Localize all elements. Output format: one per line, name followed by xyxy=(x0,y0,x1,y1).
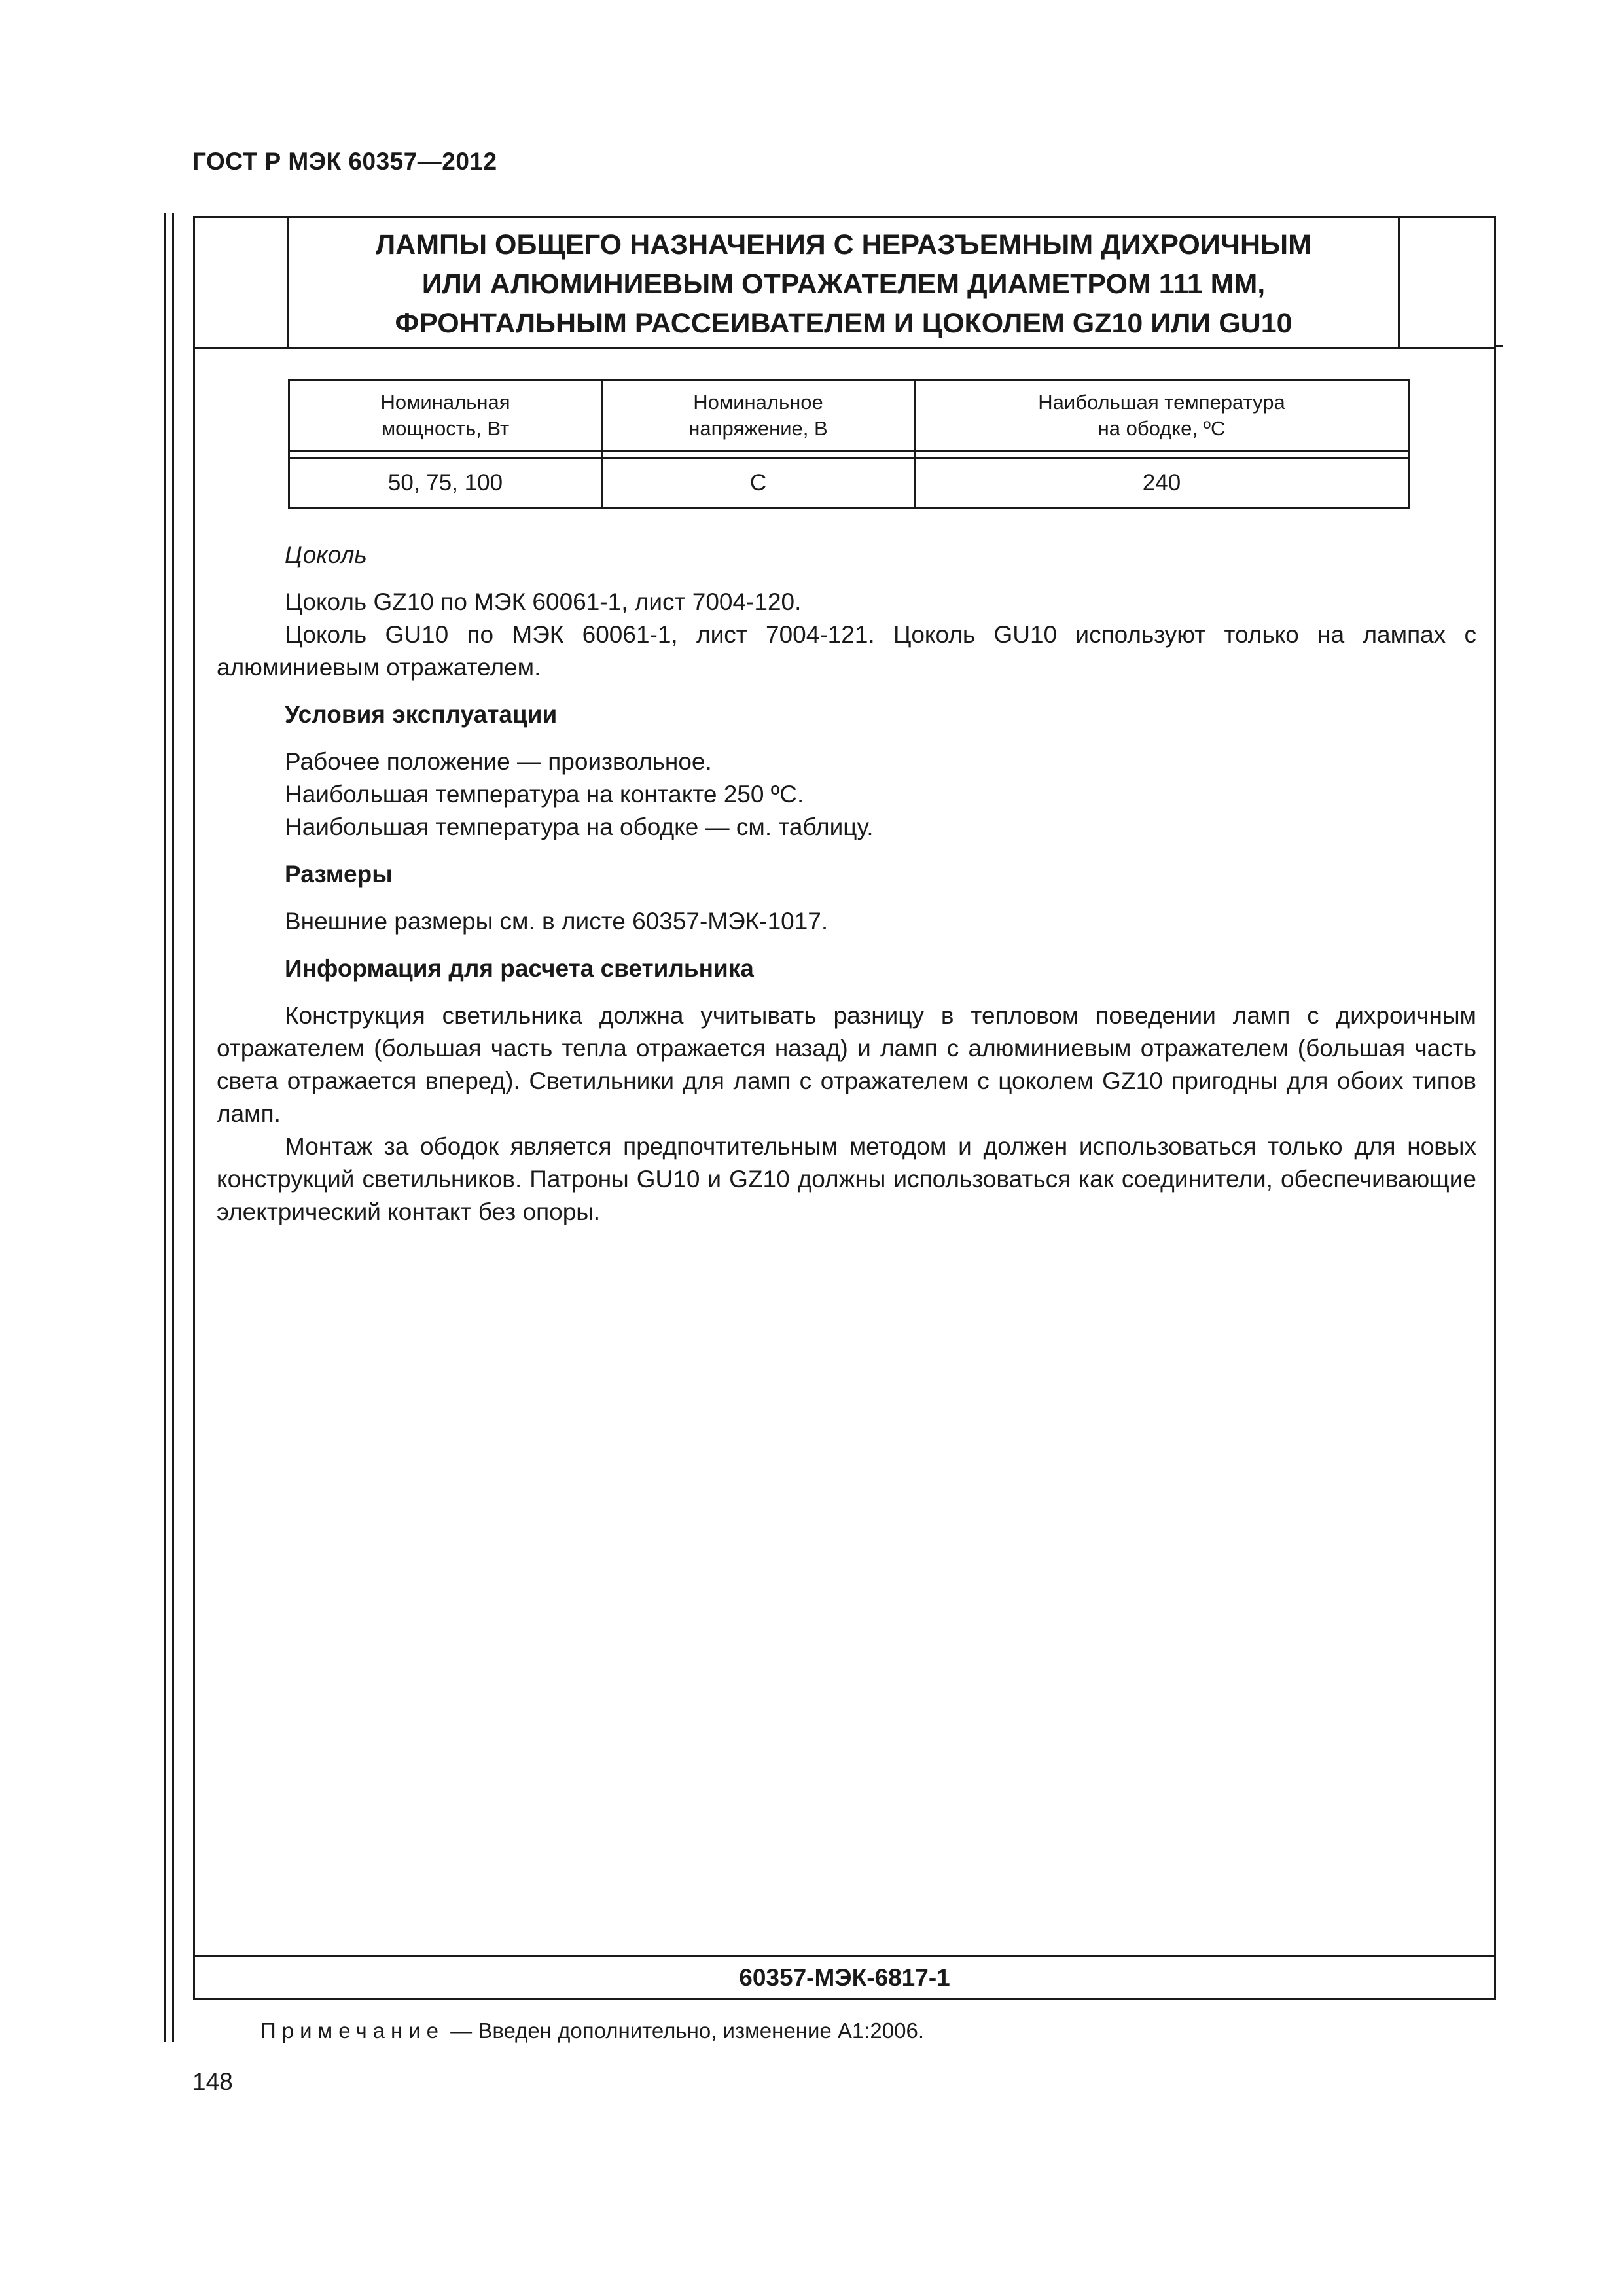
table-row xyxy=(289,459,1409,508)
paragraph-luminaire-mounting: Монтаж за ободок является предпочтительным методом и должен использоваться только для новых конструкций светильников. Патроны GU10 и GZ10 должны использоваться как соединители, обеспечивающие электрический контакт без опоры. xyxy=(217,1133,1476,1225)
cell-max-rim-temperature: 240 xyxy=(915,459,1409,508)
cell-rated-power: 50, 75, 100 xyxy=(289,459,602,508)
table-gap-row xyxy=(289,452,1409,459)
section-heading-base: Цоколь xyxy=(285,541,367,568)
table-header-row xyxy=(289,380,1409,452)
page-number: 148 xyxy=(192,2068,233,2095)
operation-line-contact-temp: Наибольшая температура на контакте 250 ºС. xyxy=(285,781,804,808)
section-heading-dimensions: Размеры xyxy=(285,861,393,888)
document-code: ГОСТ Р МЭК 60357—2012 xyxy=(192,148,497,175)
margin-rule-right xyxy=(172,213,174,2042)
cell-rated-voltage: С xyxy=(602,459,915,508)
paragraph-dimensions: Внешние размеры см. в листе 60357-МЭК-1017. xyxy=(285,908,829,935)
section-heading-operation: Условия эксплуатации xyxy=(285,701,558,728)
margin-rule-left xyxy=(164,213,166,2042)
paragraph-base-gu10: Цоколь GU10 по МЭК 60061-1, лист 7004-121. Цоколь GU10 используют только на лампах с алюминиевым отражателем. xyxy=(217,621,1476,681)
paragraph-base-gz10: Цоколь GZ10 по МЭК 60061-1, лист 7004-120. xyxy=(285,588,802,615)
sheet-code-band: 60357-МЭК-6817-1 xyxy=(195,1955,1494,1998)
body-content xyxy=(217,539,1476,1229)
header-rule-extension xyxy=(1496,345,1503,347)
header-rated-power: Номинальная мощность, Вт xyxy=(289,380,602,452)
operation-line-position: Рабочее положение — произвольное. xyxy=(285,748,712,775)
sheet-title: ЛАМПЫ ОБЩЕГО НАЗНАЧЕНИЯ С НЕРАЗЪЕМНЫМ ДИХРОИЧНЫМ ИЛИ АЛЮМИНИЕВЫМ ОТРАЖАТЕЛЕМ ДИАМЕТРОМ 111 ММ, ФРОНТАЛЬНЫМ РАССЕИВАТЕЛЕМ И ЦОКОЛЕМ GZ10 ИЛИ GU10 xyxy=(376,228,1311,339)
title-block xyxy=(195,218,1494,349)
paragraph-luminaire-design: Конструкция светильника должна учитывать разницу в тепловом поведении ламп с дихроичным отражателем (большая часть тепла отражается назад) и ламп с алюминиевым отражателем (большая часть света отражается вперед). Светильники для ламп с отражателем с цоколем GZ10 пригодны для обоих типов ламп. xyxy=(217,1002,1476,1127)
header-max-rim-temperature: Наибольшая температура на ободке, ºС xyxy=(915,380,1409,452)
parameters-table xyxy=(288,379,1410,509)
note xyxy=(260,2018,924,2043)
operation-line-rim-temp: Наибольшая температура на ободке — см. таблицу. xyxy=(285,814,874,840)
note-label: Примечание xyxy=(260,2018,445,2043)
sheet-frame xyxy=(193,216,1496,2000)
header-rated-voltage: Номинальное напряжение, В xyxy=(602,380,915,452)
note-text: — Введен дополнительно, изменение А1:2006. xyxy=(444,2018,925,2043)
section-heading-luminaire: Информация для расчета светильника xyxy=(285,955,754,982)
title-cell xyxy=(287,218,1400,347)
